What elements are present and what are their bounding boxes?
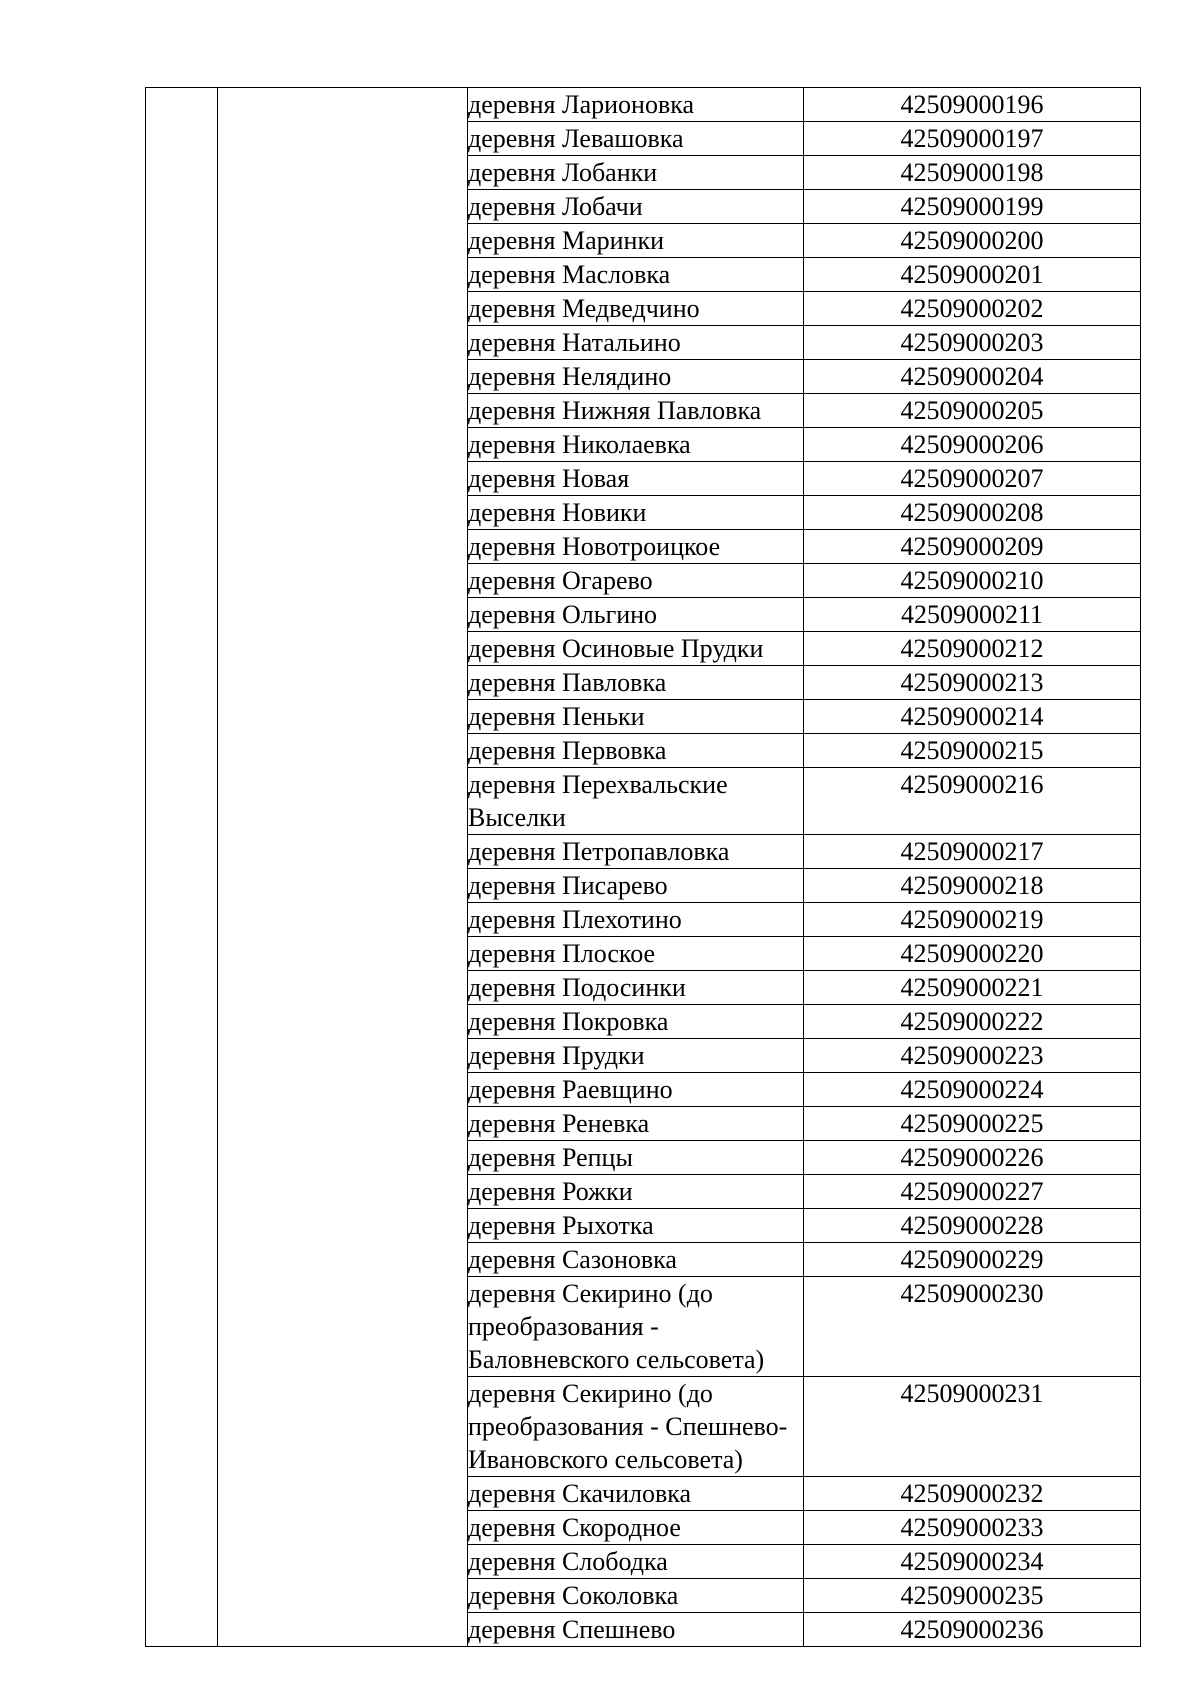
oktmo-code-cell: 42509000199 (804, 190, 1141, 224)
oktmo-code-cell: 42509000205 (804, 394, 1141, 428)
oktmo-code-cell: 42509000213 (804, 666, 1141, 700)
settlement-name-cell: деревня Осиновые Прудки (468, 632, 804, 666)
oktmo-code-cell: 42509000220 (804, 937, 1141, 971)
settlement-name-cell: деревня Пеньки (468, 700, 804, 734)
oktmo-code-cell: 42509000210 (804, 564, 1141, 598)
oktmo-code-cell: 42509000208 (804, 496, 1141, 530)
oktmo-code-cell: 42509000221 (804, 971, 1141, 1005)
settlement-name-cell: деревня Медведчино (468, 292, 804, 326)
settlement-name-cell: деревня Рыхотка (468, 1209, 804, 1243)
oktmo-code-cell: 42509000201 (804, 258, 1141, 292)
oktmo-code-cell: 42509000209 (804, 530, 1141, 564)
settlement-name-cell: деревня Лобанки (468, 156, 804, 190)
settlement-name-cell: деревня Реневка (468, 1107, 804, 1141)
row-number-cell (146, 88, 218, 1647)
oktmo-code-cell: 42509000218 (804, 869, 1141, 903)
settlement-name-cell: деревня Маринки (468, 224, 804, 258)
oktmo-code-cell: 42509000204 (804, 360, 1141, 394)
settlement-name-cell: деревня Скачиловка (468, 1477, 804, 1511)
oktmo-code-cell: 42509000230 (804, 1277, 1141, 1377)
oktmo-code-cell: 42509000202 (804, 292, 1141, 326)
settlements-table-body (146, 88, 1141, 1647)
municipality-cell (218, 88, 468, 1647)
settlement-name-cell: деревня Слободка (468, 1545, 804, 1579)
oktmo-code-cell: 42509000203 (804, 326, 1141, 360)
oktmo-code-cell: 42509000222 (804, 1005, 1141, 1039)
settlement-name-cell: деревня Павловка (468, 666, 804, 700)
settlement-name-cell: деревня Новотроицкое (468, 530, 804, 564)
oktmo-code-cell: 42509000200 (804, 224, 1141, 258)
oktmo-code-cell: 42509000219 (804, 903, 1141, 937)
oktmo-code-cell: 42509000206 (804, 428, 1141, 462)
oktmo-code-cell: 42509000212 (804, 632, 1141, 666)
settlement-name-cell: деревня Петропавловка (468, 835, 804, 869)
oktmo-code-cell: 42509000226 (804, 1141, 1141, 1175)
oktmo-code-cell: 42509000207 (804, 462, 1141, 496)
oktmo-code-cell: 42509000217 (804, 835, 1141, 869)
oktmo-code-cell: 42509000229 (804, 1243, 1141, 1277)
oktmo-code-cell: 42509000211 (804, 598, 1141, 632)
settlement-name-cell: деревня Раевщино (468, 1073, 804, 1107)
settlement-name-cell: деревня Николаевка (468, 428, 804, 462)
settlement-name-cell: деревня Перехвальские Выселки (468, 768, 804, 835)
oktmo-code-cell: 42509000235 (804, 1579, 1141, 1613)
settlement-name-cell: деревня Плехотино (468, 903, 804, 937)
settlements-table (145, 87, 1141, 1647)
oktmo-code-cell: 42509000232 (804, 1477, 1141, 1511)
oktmo-code-cell: 42509000198 (804, 156, 1141, 190)
settlement-name-cell: деревня Рожки (468, 1175, 804, 1209)
settlement-name-cell: деревня Ольгино (468, 598, 804, 632)
settlement-name-cell: деревня Натальино (468, 326, 804, 360)
oktmo-code-cell: 42509000214 (804, 700, 1141, 734)
settlement-name-cell: деревня Огарево (468, 564, 804, 598)
settlement-name-cell: деревня Плоское (468, 937, 804, 971)
oktmo-code-cell: 42509000234 (804, 1545, 1141, 1579)
settlement-name-cell: деревня Секирино (до преобразования - Спешнево-Ивановского сельсовета) (468, 1377, 804, 1477)
settlement-name-cell: деревня Новая (468, 462, 804, 496)
oktmo-code-cell: 42509000227 (804, 1175, 1141, 1209)
oktmo-code-cell: 42509000223 (804, 1039, 1141, 1073)
settlement-name-cell: деревня Масловка (468, 258, 804, 292)
oktmo-code-cell: 42509000216 (804, 768, 1141, 835)
oktmo-code-cell: 42509000228 (804, 1209, 1141, 1243)
settlement-name-cell: деревня Ларионовка (468, 88, 804, 122)
oktmo-code-cell: 42509000197 (804, 122, 1141, 156)
oktmo-code-cell: 42509000215 (804, 734, 1141, 768)
settlement-name-cell: деревня Лобачи (468, 190, 804, 224)
settlement-name-cell: деревня Сазоновка (468, 1243, 804, 1277)
settlement-name-cell: деревня Нелядино (468, 360, 804, 394)
settlement-name-cell: деревня Покровка (468, 1005, 804, 1039)
settlement-name-cell: деревня Скородное (468, 1511, 804, 1545)
oktmo-code-cell: 42509000225 (804, 1107, 1141, 1141)
settlement-name-cell: деревня Спешнево (468, 1613, 804, 1647)
oktmo-code-cell: 42509000233 (804, 1511, 1141, 1545)
settlement-name-cell: деревня Секирино (до преобразования - Баловневского сельсовета) (468, 1277, 804, 1377)
settlement-name-cell: деревня Прудки (468, 1039, 804, 1073)
table-row (146, 88, 1141, 122)
settlement-name-cell: деревня Соколовка (468, 1579, 804, 1613)
settlement-name-cell: деревня Подосинки (468, 971, 804, 1005)
settlement-name-cell: деревня Писарево (468, 869, 804, 903)
settlement-name-cell: деревня Репцы (468, 1141, 804, 1175)
oktmo-code-cell: 42509000236 (804, 1613, 1141, 1647)
oktmo-code-cell: 42509000196 (804, 88, 1141, 122)
settlement-name-cell: деревня Нижняя Павловка (468, 394, 804, 428)
settlement-name-cell: деревня Новики (468, 496, 804, 530)
oktmo-code-cell: 42509000231 (804, 1377, 1141, 1477)
oktmo-code-cell: 42509000224 (804, 1073, 1141, 1107)
settlement-name-cell: деревня Левашовка (468, 122, 804, 156)
settlement-name-cell: деревня Первовка (468, 734, 804, 768)
